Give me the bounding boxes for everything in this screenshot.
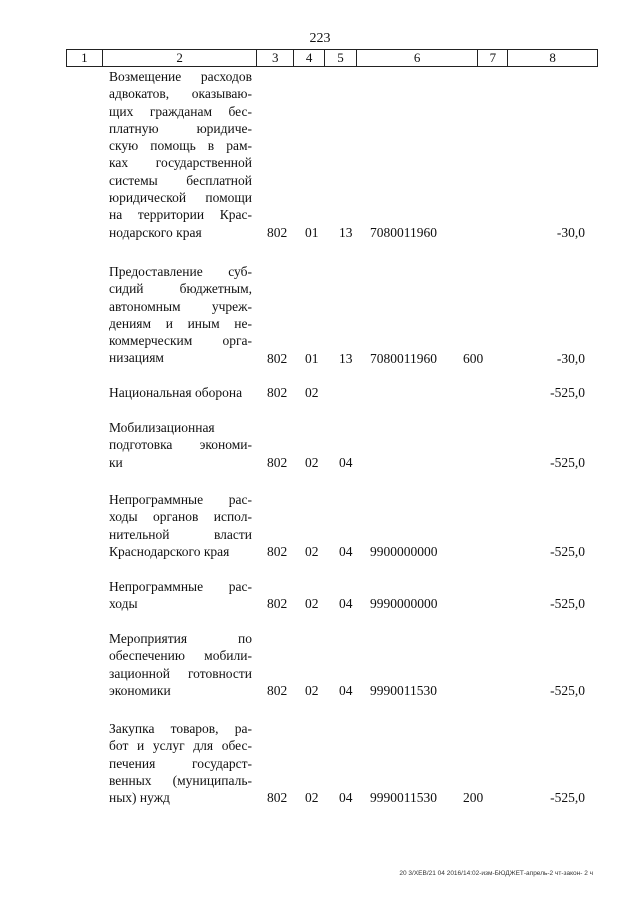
row-name (109, 630, 252, 699)
row-name-line: сидий бюджетным, (109, 281, 252, 297)
row-name-line: ходы органов испол- (109, 509, 252, 525)
cell-c6: 9900000000 (370, 543, 438, 559)
row-name-line: Предоставление суб- (109, 264, 252, 279)
cell-c5: 04 (339, 790, 353, 806)
cell-c5: 04 (339, 454, 353, 470)
row-name-line: скую помощь в рам- (109, 138, 252, 154)
row-name (109, 720, 252, 806)
header-cell-4: 4 (294, 50, 325, 66)
cell-c7: 200 (463, 790, 484, 806)
row-name-line: платную юридиче- (109, 120, 252, 136)
row-name-line: подготовка экономи- (109, 437, 252, 453)
row-name-line: адвокатов, оказываю- (109, 86, 252, 102)
cell-c6: 9990011530 (370, 682, 437, 698)
row-name-line: бот и услуг для обес- (109, 738, 252, 754)
row-name-line: на территории Крас- (109, 207, 252, 223)
cell-c8: -525,0 (550, 543, 585, 559)
row-name-line: Возмещение расходов (109, 69, 252, 84)
row-name-line: зационной готовности (109, 665, 252, 681)
row-name-line: юридической помощи (109, 190, 252, 206)
cell-c7: 600 (463, 350, 484, 366)
row-name-line: обеспечению мобили- (109, 648, 252, 664)
cell-c5: 04 (339, 596, 353, 612)
cell-c4: 01 (305, 350, 319, 366)
cell-c3: 802 (267, 543, 288, 559)
row-name (109, 578, 252, 613)
cell-c4: 02 (305, 596, 319, 612)
footer-file-path: 20 3/ХЕВ/21 04 2016/14:02-изм-БЮДЖЕТ-апрель-2 чт-закон- 2 ч (399, 870, 593, 877)
row-name-line: дениям и иным не- (109, 315, 252, 331)
header-cell-1: 1 (67, 50, 103, 66)
cell-c4: 02 (305, 385, 319, 400)
cell-c4: 02 (305, 682, 319, 698)
page-number: 223 (309, 31, 331, 46)
header-cell-7: 7 (478, 50, 508, 66)
cell-c3: 802 (267, 224, 288, 240)
cell-c5: 04 (339, 543, 353, 559)
cell-c3: 802 (267, 454, 288, 470)
cell-c4: 02 (305, 454, 319, 470)
cell-c4: 02 (305, 790, 319, 806)
row-name-line: ки (109, 454, 123, 470)
row-name-line: Непрограммные рас- (109, 579, 252, 594)
cell-c8: -525,0 (550, 682, 585, 698)
row-name-line: экономики (109, 682, 171, 698)
row-name-line: венных (муниципаль- (109, 772, 252, 788)
row-name-line: Мобилизационная (109, 420, 215, 435)
cell-c5: 04 (339, 682, 353, 698)
cell-c3: 802 (267, 596, 288, 612)
header-cell-5: 5 (325, 50, 357, 66)
row-name-line: ках государственной (109, 155, 252, 171)
row-name (109, 384, 252, 401)
row-name-line: нительной власти (109, 526, 252, 542)
cell-c8: -30,0 (556, 350, 585, 366)
row-name (109, 491, 252, 560)
row-name-line: печения государст- (109, 755, 252, 771)
row-name (109, 263, 252, 367)
row-name-line: щих гражданам бес- (109, 103, 252, 119)
cell-c3: 802 (267, 790, 288, 806)
cell-c5: 13 (339, 224, 353, 240)
cell-c6: 9990000000 (370, 596, 438, 612)
row-name-line: Национальная оборона (109, 385, 243, 400)
row-name-line: Закупка товаров, ра- (109, 721, 252, 736)
cell-c4: 01 (305, 224, 319, 240)
row-name-line: коммерческим орга- (109, 333, 252, 349)
row-name-line: Мероприятия по (109, 631, 252, 646)
cell-c5: 13 (339, 350, 353, 366)
row-name-line: системы бесплатной (109, 172, 252, 188)
cell-c3: 802 (267, 385, 288, 400)
row-name (109, 419, 252, 471)
header-cell-3: 3 (257, 50, 294, 66)
cell-c8: -525,0 (550, 596, 585, 612)
cell-c8: -30,0 (556, 224, 585, 240)
cell-c3: 802 (267, 682, 288, 698)
cell-c8: -525,0 (550, 385, 585, 400)
row-name-line: Непрограммные рас- (109, 492, 252, 507)
header-cell-8: 8 (549, 50, 556, 65)
header-cell-2: 2 (103, 50, 257, 66)
cell-c6: 7080011960 (370, 224, 437, 240)
row-name-line: ных) нужд (109, 790, 170, 806)
cell-c3: 802 (267, 350, 288, 366)
cell-c6: 9990011530 (370, 790, 437, 806)
cell-c8: -525,0 (550, 454, 585, 470)
cell-c8: -525,0 (550, 790, 585, 806)
cell-c4: 02 (305, 543, 319, 559)
row-name-line: нодарского края (109, 224, 202, 240)
row-name-line: низациям (109, 350, 164, 366)
row-name-line: Краснодарского края (109, 543, 230, 559)
row-name-line: ходы (109, 596, 138, 612)
row-name (109, 68, 252, 241)
row-name-line: автономным учреж- (109, 298, 252, 314)
cell-c6: 7080011960 (370, 350, 437, 366)
header-cell-6: 6 (357, 50, 479, 66)
